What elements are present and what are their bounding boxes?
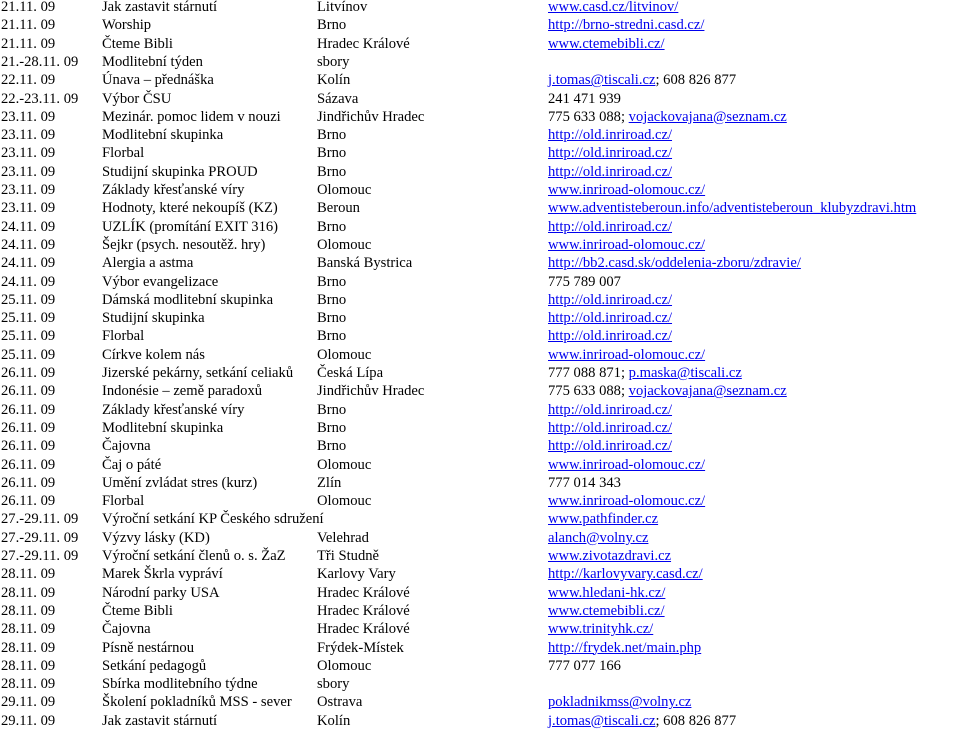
schedule-row (0, 364, 959, 382)
event-contact (548, 181, 705, 199)
event-date: 25.11. 09 (1, 328, 56, 345)
event-date: 26.11. 09 (1, 419, 56, 436)
schedule-row (0, 254, 959, 272)
contact-link[interactable]: www.ctemebibli.cz/ (548, 35, 665, 52)
event-title: Výbor evangelizace (102, 273, 219, 290)
schedule-row (0, 492, 959, 510)
event-date: 26.11. 09 (1, 383, 56, 400)
schedule-row (0, 291, 959, 309)
event-place: Brno (317, 218, 347, 235)
contact-link[interactable]: http://bb2.casd.sk/oddelenia-zboru/zdravie/ (548, 255, 801, 272)
event-date: 24.11. 09 (1, 273, 56, 290)
contact-link[interactable]: www.inriroad-olomouc.cz/ (548, 456, 706, 473)
event-contact (548, 364, 742, 382)
schedule-row (0, 90, 959, 108)
contact-link[interactable]: www.zivotazdravi.cz (548, 548, 672, 564)
event-date: 22.11. 09 (1, 72, 56, 89)
contact-link[interactable]: http://old.inriroad.cz/ (548, 328, 673, 345)
event-date: 25.11. 09 (1, 346, 56, 363)
schedule-row (0, 35, 959, 53)
event-date: 27.-29.11. 09 (1, 529, 79, 546)
schedule-row (0, 53, 959, 71)
schedule-row (0, 346, 959, 364)
event-place: Litvínov (317, 0, 368, 15)
event-place: Karlovy Vary (317, 566, 396, 583)
event-contact (548, 309, 672, 327)
schedule-row (0, 0, 959, 16)
schedule-row (0, 401, 959, 419)
contact-link[interactable]: www.trinityhk.cz/ (548, 621, 654, 638)
event-contact (548, 584, 665, 602)
schedule-row (0, 693, 959, 711)
contact-link[interactable]: www.inriroad-olomouc.cz/ (548, 182, 706, 198)
event-contact (548, 401, 672, 419)
contact-text: ; 608 826 877 (655, 712, 737, 729)
event-date: 28.11. 09 (1, 602, 56, 619)
event-contact (548, 199, 916, 217)
contact-link[interactable]: www.ctemebibli.cz/ (548, 602, 665, 619)
event-title: Umění zvládat stres (kurz) (102, 474, 258, 491)
event-contact (548, 620, 653, 638)
schedule-row (0, 236, 959, 254)
event-place: Olomouc (317, 236, 372, 253)
schedule-row (0, 602, 959, 620)
schedule-row (0, 126, 959, 144)
event-date: 23.11. 09 (1, 127, 56, 144)
event-date: 28.11. 09 (1, 621, 56, 638)
contact-text: 775 633 088; (548, 108, 629, 125)
contact-link[interactable]: www.inriroad-olomouc.cz/ (548, 236, 706, 253)
event-title: Písně nestárnou (102, 639, 195, 656)
event-date: 26.11. 09 (1, 493, 56, 510)
event-title: Setkání pedagogů (102, 657, 207, 674)
schedule-row (0, 474, 959, 492)
contact-link[interactable]: www.inriroad-olomouc.cz/ (548, 346, 706, 363)
event-title: Sbírka modlitebního týdne (102, 676, 258, 693)
event-title: Jak zastavit stárnutí (102, 0, 218, 15)
event-date: 25.11. 09 (1, 291, 56, 308)
event-date: 23.11. 09 (1, 163, 56, 180)
event-title: Národní parky USA (102, 584, 220, 601)
event-date: 21.11. 09 (1, 0, 56, 15)
schedule-row (0, 273, 959, 291)
event-title: Florbal (102, 328, 145, 345)
event-title: Čajovna (102, 438, 151, 455)
schedule-row (0, 309, 959, 327)
event-title: Čteme Bibli (102, 35, 173, 52)
event-place: Banská Bystrica (317, 255, 413, 272)
schedule-row (0, 657, 959, 675)
event-contact (548, 456, 705, 474)
event-contact (548, 144, 672, 162)
event-date: 27.-29.11. 09 (1, 548, 79, 564)
schedule-row (0, 181, 959, 199)
event-place: Olomouc (317, 657, 372, 674)
schedule-row (0, 163, 959, 181)
event-title: Marek Škrla vypráví (102, 566, 223, 583)
schedule-row (0, 639, 959, 657)
event-contact (548, 254, 801, 272)
schedule-row (0, 510, 959, 528)
event-contact (548, 327, 672, 345)
event-date: 29.11. 09 (1, 694, 56, 711)
event-place: Ostrava (317, 694, 363, 711)
event-date: 29.11. 09 (1, 712, 56, 729)
event-date: 26.11. 09 (1, 474, 56, 491)
event-contact (548, 437, 672, 455)
schedule-row (0, 419, 959, 437)
event-contact (548, 712, 736, 730)
event-title: Hodnoty, které nekoupíš (KZ) (102, 200, 278, 217)
event-place: Jindřichův Hradec (317, 383, 425, 400)
event-contact (548, 291, 672, 309)
contact-text: 777 077 166 (548, 657, 621, 674)
schedule-row (0, 529, 959, 547)
contact-link[interactable]: http://old.inriroad.cz/ (548, 438, 673, 455)
contact-link[interactable]: http://old.inriroad.cz/ (548, 218, 673, 235)
event-date: 24.11. 09 (1, 236, 56, 253)
event-place: Brno (317, 419, 347, 436)
contact-link[interactable]: http://old.inriroad.cz/ (548, 291, 673, 308)
contact-link[interactable]: vojackovajana@seznam.cz (628, 383, 787, 400)
event-title: Jizerské pekárny, setkání celiaků (102, 365, 294, 381)
event-date: 26.11. 09 (1, 456, 56, 473)
schedule-row (0, 584, 959, 602)
event-title: Základy křesťanské víry (102, 182, 245, 198)
event-contact (548, 71, 736, 89)
schedule-row (0, 456, 959, 474)
event-place: Brno (317, 310, 347, 327)
event-place: Olomouc (317, 346, 372, 363)
event-title: Dámská modlitební skupinka (102, 291, 274, 308)
contact-link[interactable]: http://old.inriroad.cz/ (548, 127, 673, 144)
event-title: Čaj o páté (102, 456, 162, 473)
event-place: Velehrad (317, 529, 369, 546)
event-title: Výroční setkání KP Českého sdružení (102, 511, 324, 528)
event-place: Brno (317, 438, 347, 455)
event-title: Studijní skupinka (102, 310, 205, 327)
event-title: Modlitební skupinka (102, 419, 224, 436)
event-date: 27.-29.11. 09 (1, 511, 79, 528)
event-date: 21.-28.11. 09 (1, 53, 79, 70)
event-title: Školení pokladníků MSS - sever (102, 694, 292, 711)
event-title: Výbor ČSU (102, 90, 172, 107)
event-contact (548, 273, 621, 291)
contact-link[interactable]: j.tomas@tiscali.cz (548, 72, 656, 89)
event-place: Kolín (317, 712, 351, 729)
event-place: Brno (317, 291, 347, 308)
event-place: Frýdek-Místek (317, 639, 404, 656)
event-title: Čajovna (102, 621, 151, 638)
contact-link[interactable]: vojackovajana@seznam.cz (628, 108, 787, 125)
event-date: 22.-23.11. 09 (1, 90, 79, 107)
event-contact (548, 163, 672, 181)
event-date: 26.11. 09 (1, 438, 56, 455)
schedule-row (0, 71, 959, 89)
event-title: Šejkr (psych. nesoutěž. hry) (102, 236, 266, 253)
event-place: Sázava (317, 90, 359, 107)
event-contact (548, 492, 705, 510)
contact-link[interactable]: www.inriroad-olomouc.cz/ (548, 493, 706, 510)
event-title: Čteme Bibli (102, 602, 173, 619)
contact-link[interactable]: www.hledani-hk.cz/ (548, 584, 666, 601)
schedule-row (0, 675, 959, 693)
event-place: Hradec Králové (317, 602, 410, 619)
event-place: Brno (317, 127, 347, 144)
contact-text: 775 789 007 (548, 273, 621, 290)
event-contact (548, 657, 621, 675)
contact-text: 777 088 871; (548, 365, 629, 381)
contact-link[interactable]: j.tomas@tiscali.cz (548, 712, 656, 729)
event-contact (548, 639, 701, 657)
schedule-row (0, 565, 959, 583)
event-place: Hradec Králové (317, 621, 410, 638)
event-date: 24.11. 09 (1, 255, 56, 272)
event-place: sbory (317, 676, 350, 693)
schedule-row (0, 16, 959, 34)
event-contact (548, 693, 691, 711)
event-place: Olomouc (317, 456, 372, 473)
event-contact (548, 382, 787, 400)
event-place: Brno (317, 328, 347, 345)
event-date: 28.11. 09 (1, 584, 56, 601)
schedule-row (0, 108, 959, 126)
event-place: Brno (317, 163, 347, 180)
contact-link[interactable]: www.adventisteberoun.info/adventisteberoun_klubyzdravi.htm (548, 200, 917, 217)
contact-link[interactable]: http://old.inriroad.cz/ (548, 310, 673, 327)
event-contact (548, 510, 658, 528)
contact-link[interactable]: http://old.inriroad.cz/ (548, 145, 673, 162)
event-place: Česká Lípa (317, 365, 384, 381)
event-contact (548, 236, 705, 254)
event-title: Mezinár. pomoc lidem v nouzi (102, 108, 281, 125)
contact-text: 777 014 343 (548, 474, 621, 491)
event-date: 21.11. 09 (1, 17, 56, 34)
event-contact (548, 419, 672, 437)
event-date: 28.11. 09 (1, 639, 56, 656)
event-place: Olomouc (317, 493, 372, 510)
schedule-row (0, 620, 959, 638)
event-contact (548, 529, 648, 547)
event-contact (548, 90, 621, 108)
event-title: Modlitební týden (102, 53, 203, 70)
event-contact (548, 565, 703, 583)
event-title: UZLÍK (promítání EXIT 316) (102, 218, 279, 235)
event-date: 23.11. 09 (1, 200, 56, 217)
event-contact (548, 0, 678, 16)
event-place: Zlín (317, 474, 342, 491)
schedule-row (0, 199, 959, 217)
event-contact (548, 218, 672, 236)
event-contact (548, 602, 665, 620)
event-title: Modlitební skupinka (102, 127, 224, 144)
event-contact (548, 346, 705, 364)
contact-text: ; 608 826 877 (655, 72, 737, 89)
contact-text: 775 633 088; (548, 383, 629, 400)
contact-link[interactable]: alanch@volny.cz (548, 529, 649, 546)
contact-link[interactable]: www.casd.cz/litvinov/ (548, 0, 679, 15)
event-date: 23.11. 09 (1, 145, 56, 162)
contact-link[interactable]: pokladnikmss@volny.cz (548, 694, 692, 711)
event-contact (548, 16, 704, 34)
event-place: Brno (317, 17, 347, 34)
event-place: sbory (317, 53, 350, 70)
event-contact (548, 35, 665, 53)
event-place: Brno (317, 145, 347, 162)
event-place: Hradec Králové (317, 35, 410, 52)
event-date: 26.11. 09 (1, 365, 56, 381)
event-contact (548, 474, 621, 492)
event-title: Worship (102, 17, 152, 34)
contact-link[interactable]: http://brno-stredni.casd.cz/ (548, 17, 705, 34)
schedule-row (0, 547, 959, 565)
event-title: Alergia a astma (102, 255, 194, 272)
event-place: Jindřichův Hradec (317, 108, 425, 125)
event-title: Únava – přednáška (102, 72, 214, 89)
event-title: Výroční setkání členů o. s. ŽaZ (102, 548, 286, 564)
event-place: Brno (317, 401, 347, 418)
event-date: 21.11. 09 (1, 35, 56, 52)
event-place: Kolín (317, 72, 351, 89)
schedule-row (0, 218, 959, 236)
contact-link[interactable]: www.pathfinder.cz (548, 511, 659, 528)
event-title: Výzvy lásky (KD) (102, 529, 210, 546)
event-title: Církve kolem nás (102, 346, 205, 363)
schedule-row (0, 327, 959, 345)
contact-link[interactable]: http://karlovyvary.casd.cz/ (548, 566, 703, 583)
event-date: 23.11. 09 (1, 108, 56, 125)
event-date: 28.11. 09 (1, 676, 56, 693)
contact-link[interactable]: p.maska@tiscali.cz (628, 365, 742, 381)
event-date: 23.11. 09 (1, 182, 56, 198)
event-place: Tři Studně (317, 548, 380, 564)
schedule-row (0, 437, 959, 455)
contact-link[interactable]: http://old.inriroad.cz/ (548, 163, 673, 180)
event-contact (548, 126, 672, 144)
contact-link[interactable]: http://old.inriroad.cz/ (548, 401, 673, 418)
schedule-row (0, 144, 959, 162)
contact-link[interactable]: http://frydek.net/main.php (548, 639, 702, 656)
event-date: 26.11. 09 (1, 401, 56, 418)
event-title: Základy křesťanské víry (102, 401, 245, 418)
contact-link[interactable]: http://old.inriroad.cz/ (548, 419, 673, 436)
event-title: Jak zastavit stárnutí (102, 712, 218, 729)
event-title: Indonésie – země paradoxů (102, 383, 263, 400)
event-title: Florbal (102, 493, 145, 510)
event-place: Olomouc (317, 182, 372, 198)
event-title: Florbal (102, 145, 145, 162)
event-date: 25.11. 09 (1, 310, 56, 327)
event-place: Beroun (317, 200, 360, 217)
event-date: 24.11. 09 (1, 218, 56, 235)
event-date: 28.11. 09 (1, 657, 56, 674)
event-contact (548, 547, 671, 565)
event-title: Studijní skupinka PROUD (102, 163, 258, 180)
contact-text: 241 471 939 (548, 90, 621, 107)
event-place: Brno (317, 273, 347, 290)
schedule-row (0, 382, 959, 400)
schedule-row (0, 712, 959, 730)
event-date: 28.11. 09 (1, 566, 56, 583)
event-contact (548, 108, 787, 126)
event-place: Hradec Králové (317, 584, 410, 601)
